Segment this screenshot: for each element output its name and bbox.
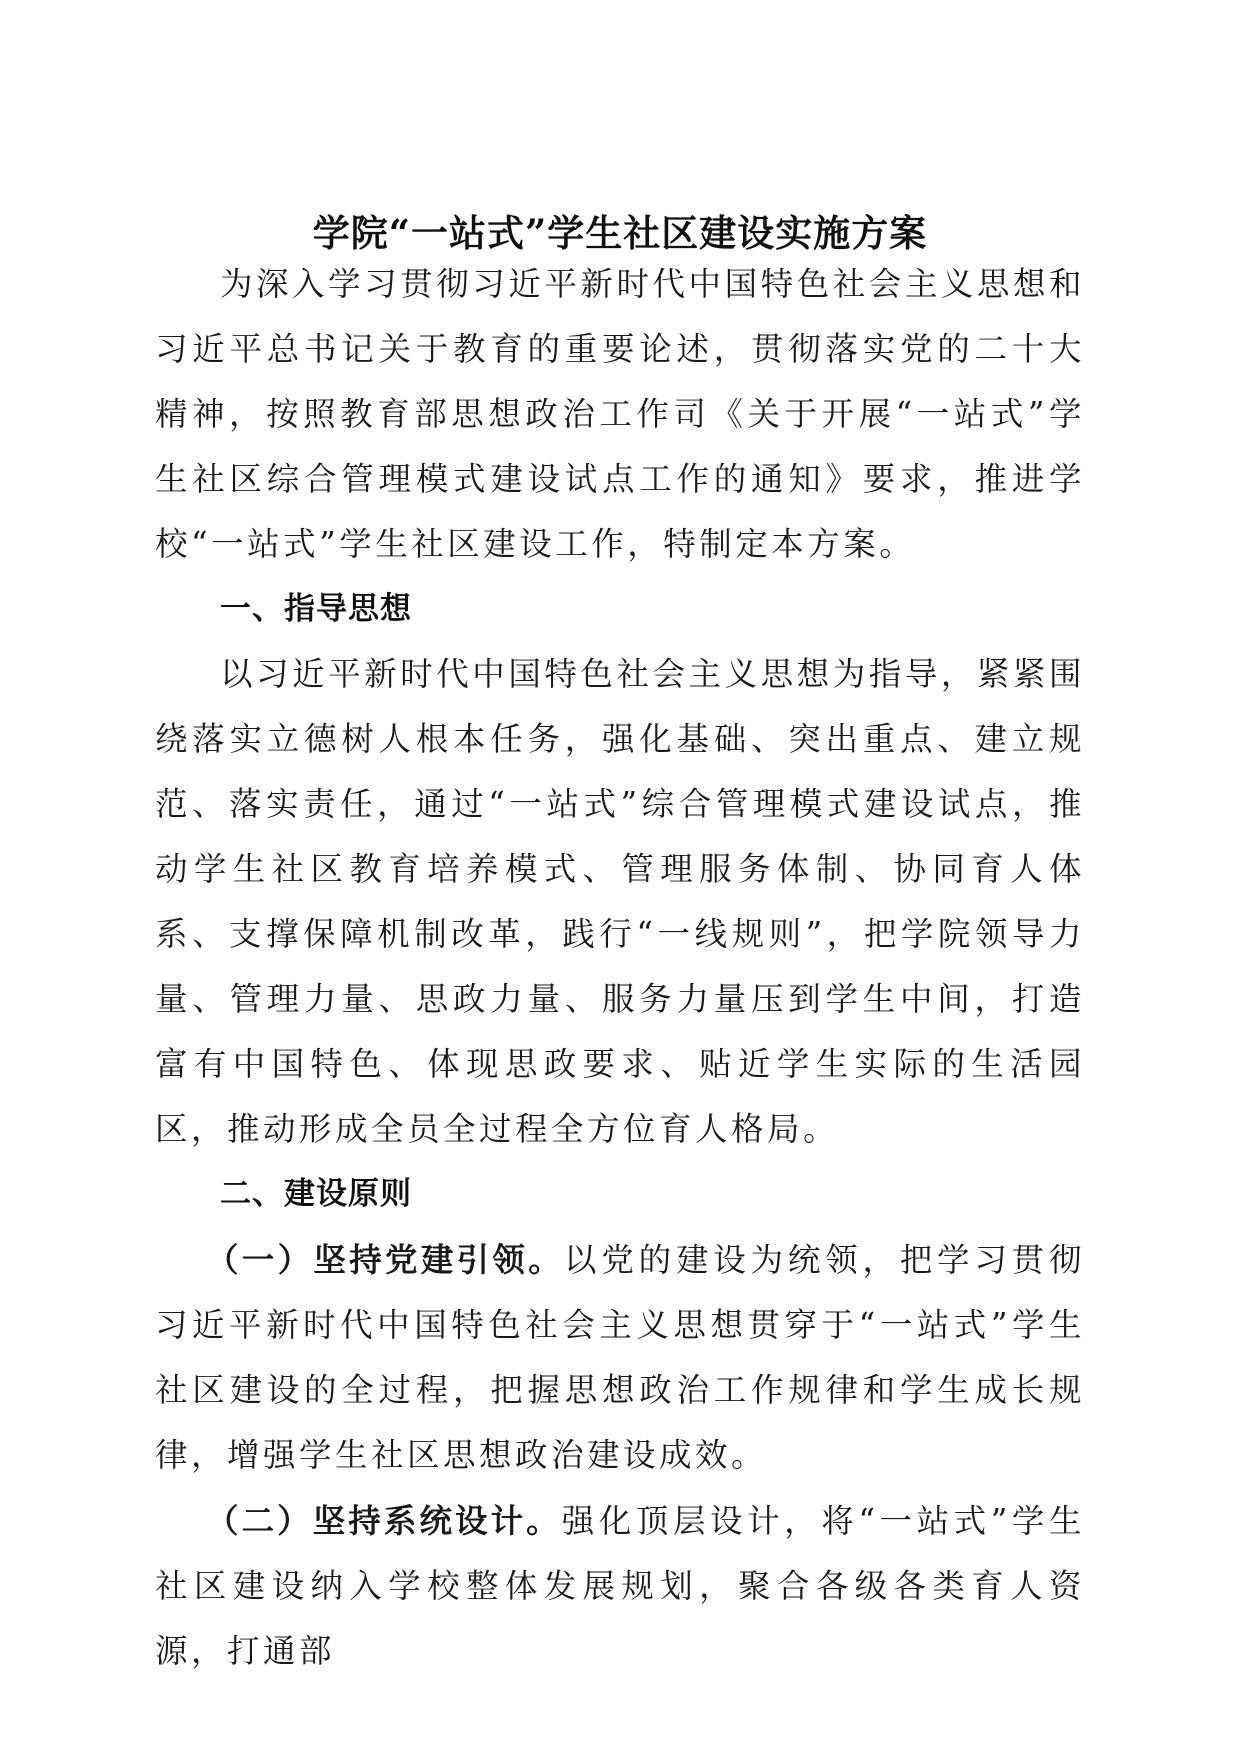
intro-paragraph: 为深入学习贯彻习近平新时代中国特色社会主义思想和习近平总书记关于教育的重要论述，贯彻落实党的二十大精神，按照教育部思想政治工作司《关于开展“一站式”学生社区综合管理模式建设试点工作的通知》要求，推进学校“一站式”学生社区建设工作，特制定本方案。 xyxy=(155,265,1085,563)
guiding-ideology-paragraph: 以习近平新时代中国特色社会主义思想为指导，紧紧围绕落实立德树人根本任务，强化基础、突出重点、建立规范、落实责任，通过“一站式”综合管理模式建设试点，推动学生社区教育培养模式、管理服务体制、协同育人体系、支撑保障机制改革，践行“一线规则”，把学院领导力量、管理力量、思政力量、服务力量压到学生中间，打造富有中国特色、体现思政要求、贴近学生实际的生活园区，推动形成全员全过程全方位育人格局。 xyxy=(155,655,1085,1148)
document-title: 学院“一站式”学生社区建设实施方案 xyxy=(312,210,928,255)
principle-paragraph-party-leadership xyxy=(155,1227,1085,1488)
principle-lead-party-leadership: （一）坚持党建引领。 xyxy=(206,1240,565,1279)
principle-paragraph-system-design xyxy=(155,1488,1085,1684)
principle-text-system-design: 强化顶层设计，将“一站式”学生社区建设纳入学校整体发展规划，聚合各级各类育人资源，打通部 xyxy=(155,1502,1085,1670)
principle-text-party-leadership: 以党的建设为统领，把学习贯彻习近平新时代中国特色社会主义思想贯穿于“一站式”学生社区建设的全过程，把握思想政治工作规律和学生成长规律，增强学生社区思想政治建设成效。 xyxy=(155,1241,1085,1474)
principle-lead-system-design: （二）坚持系统设计。 xyxy=(206,1501,562,1540)
document-body xyxy=(155,252,1085,1684)
section-heading-principles: 二、建设原则 xyxy=(220,1176,412,1212)
section-heading-guiding-ideology: 一、指导思想 xyxy=(220,591,412,627)
